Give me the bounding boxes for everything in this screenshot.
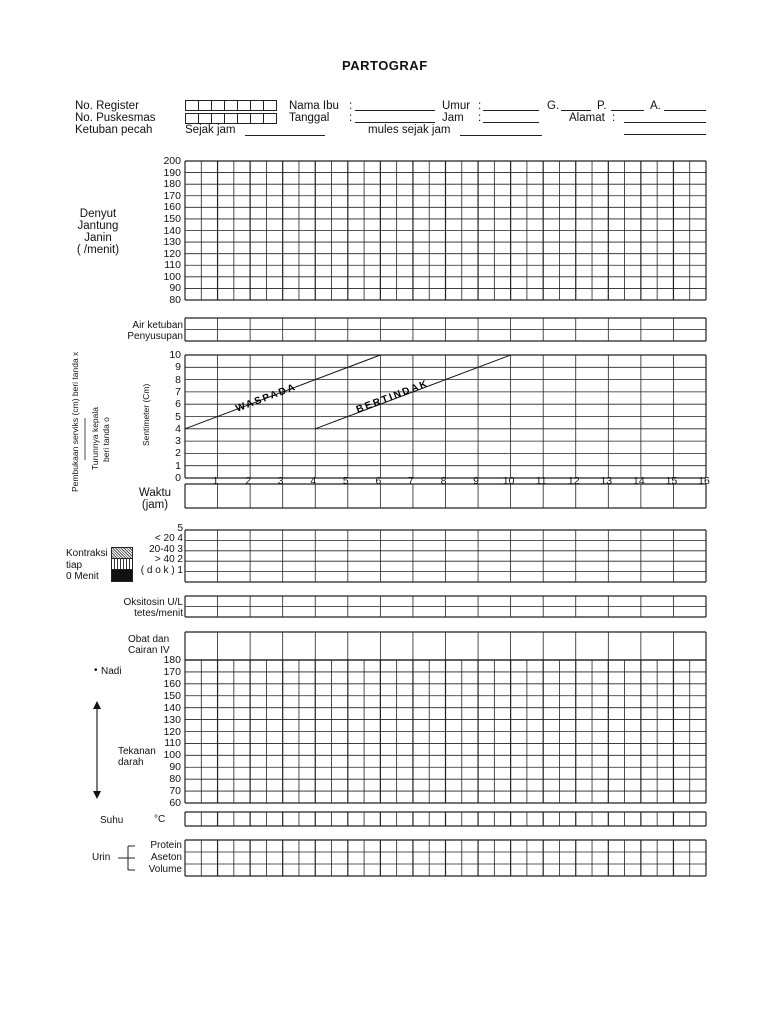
hour-label: 1 <box>212 475 219 487</box>
nadi-tick: 140 <box>163 701 181 714</box>
fhr-tick: 120 <box>163 247 181 260</box>
a-label: A. <box>650 100 661 112</box>
hour-label: 11 <box>535 475 547 487</box>
waspada-text: WASPADA <box>234 381 299 415</box>
fhr-label-3: Janin <box>84 232 112 244</box>
nadi-tick: 170 <box>163 665 181 678</box>
alamat-label: Alamat <box>569 112 605 124</box>
air-ketuban-label: Air ketuban <box>132 320 183 331</box>
cervix-tick: 2 <box>175 447 181 460</box>
p-label: P. <box>597 100 607 112</box>
tanggal-label: Tanggal <box>289 112 330 124</box>
nadi-tick: 100 <box>163 749 181 762</box>
volume-label: Volume <box>148 864 182 875</box>
fhr-tick: 100 <box>163 270 181 283</box>
fhr-label-2: Jantung <box>77 220 119 232</box>
hour-label: 6 <box>375 475 382 487</box>
nadi-tick: 180 <box>163 654 181 666</box>
hour-label: 3 <box>277 475 284 487</box>
nadi-tick: 150 <box>163 689 181 702</box>
nadi-bullet: • <box>94 665 98 676</box>
obat-label: Obat dan <box>128 634 170 645</box>
contraction-row-label: > 40 2 <box>154 554 183 566</box>
protein-label: Protein <box>150 840 182 851</box>
hour-label: 9 <box>473 475 479 487</box>
darah-label: darah <box>118 757 144 768</box>
turunnya-kepala-label: Turunnya kepala <box>90 406 100 470</box>
colon: : <box>478 112 482 124</box>
hour-label: 10 <box>502 475 515 487</box>
cervix-tick: 8 <box>175 373 181 386</box>
nadi-tick: 90 <box>169 761 181 774</box>
hour-label: 12 <box>567 475 580 487</box>
contraction-row-label: < 20 4 <box>154 533 183 545</box>
jam-unit-label: (jam) <box>141 499 169 511</box>
nadi-tick: 110 <box>164 737 181 750</box>
kontraksi-label: Kontraksi <box>66 548 108 559</box>
page-title: PARTOGRAF <box>342 58 428 73</box>
cervix-tick: 4 <box>175 422 181 435</box>
hour-label: 14 <box>633 475 645 487</box>
fhr-label-4: ( /menit) <box>76 244 120 256</box>
suhu-label: Suhu <box>100 815 124 826</box>
fhr-tick: 80 <box>169 294 181 306</box>
nadi-label: Nadi <box>101 666 122 677</box>
cervix-tick: 6 <box>175 398 181 411</box>
colon: : <box>478 100 482 112</box>
no-register-label: No. Register <box>75 100 139 112</box>
colon: : <box>349 112 353 124</box>
nadi-tick: 160 <box>163 677 181 690</box>
beri-tanda-o-label: beri tanda o <box>101 417 111 462</box>
no-puskesmas-label: No. Puskesmas <box>75 112 156 124</box>
tiap-label: tiap <box>66 560 83 571</box>
hour-label: 4 <box>310 475 317 487</box>
nadi-tick: 60 <box>169 797 181 809</box>
urin-label: Urin <box>92 852 111 863</box>
cervix-tick: 3 <box>175 435 181 448</box>
penyusupan-label: Penyusupan <box>127 331 183 342</box>
sentimeter-label: Sentimeter (Cm) <box>141 383 151 446</box>
fhr-tick: 140 <box>163 224 181 237</box>
ketuban-pecah-label: Ketuban pecah <box>75 124 153 136</box>
hour-label: 13 <box>600 475 613 487</box>
fhr-tick: 170 <box>163 189 181 202</box>
hour-label: 15 <box>665 475 678 487</box>
fhr-tick: 90 <box>169 282 181 295</box>
hour-label: 16 <box>698 475 710 487</box>
colon: : <box>349 100 353 112</box>
tetes-menit-label: tetes/menit <box>134 608 183 619</box>
nadi-tick: 70 <box>169 785 181 798</box>
cervix-tick: 5 <box>175 410 181 423</box>
fhr-label-1: Denyut <box>79 208 117 220</box>
suhu-unit: °C <box>154 814 166 825</box>
nadi-tick: 120 <box>163 725 181 738</box>
g-label: G. <box>547 100 560 112</box>
cervix-tick: 10 <box>169 349 181 361</box>
fhr-tick: 180 <box>163 178 181 191</box>
hour-label: 5 <box>342 475 349 487</box>
hour-label: 2 <box>245 475 252 487</box>
colon: : <box>612 112 616 124</box>
fhr-tick: 150 <box>163 212 181 225</box>
contraction-row-label: 20-40 3 <box>149 543 183 555</box>
waktu-label: Waktu <box>138 487 172 499</box>
umur-label: Umur <box>442 100 471 112</box>
fhr-tick: 160 <box>163 201 181 214</box>
pembukaan-serviks-label: Pembukaan serviks (cm) beri tanda x <box>70 351 80 492</box>
contraction-row-label: 5 <box>177 523 183 534</box>
nadi-tick: 130 <box>163 713 181 726</box>
hour-label: 7 <box>408 475 414 487</box>
fhr-tick: 190 <box>163 166 181 179</box>
oksitosin-label: Oksitosin U/L <box>123 597 183 608</box>
mules-sejak-jam-label: mules sejak jam <box>368 124 451 136</box>
hour-label: 8 <box>440 475 447 487</box>
cervix-tick: 0 <box>175 472 181 484</box>
contraction-row-label: ( d o k ) 1 <box>140 564 183 576</box>
sejak-jam-label: Sejak jam <box>185 124 236 136</box>
fhr-tick: 110 <box>164 259 181 272</box>
tekanan-label: Tekanan <box>118 746 156 757</box>
cervix-tick: 9 <box>175 361 181 374</box>
arrow-down-icon <box>93 791 101 799</box>
nadi-tick: 80 <box>169 773 181 786</box>
fhr-tick: 130 <box>163 236 181 249</box>
arrow-up-icon <box>93 701 101 709</box>
jam-label: Jam <box>442 112 464 124</box>
nama-ibu-label: Nama Ibu <box>289 100 339 112</box>
cervix-tick: 7 <box>175 385 181 398</box>
bertindak-text: BERTINDAK <box>354 378 431 416</box>
aseton-label: Aseton <box>150 852 182 863</box>
cervix-tick: 1 <box>175 459 181 472</box>
fhr-tick: 200 <box>163 155 181 167</box>
cairan-iv-label: Cairan IV <box>128 645 170 656</box>
menit-label: 0 Menit <box>66 571 99 582</box>
